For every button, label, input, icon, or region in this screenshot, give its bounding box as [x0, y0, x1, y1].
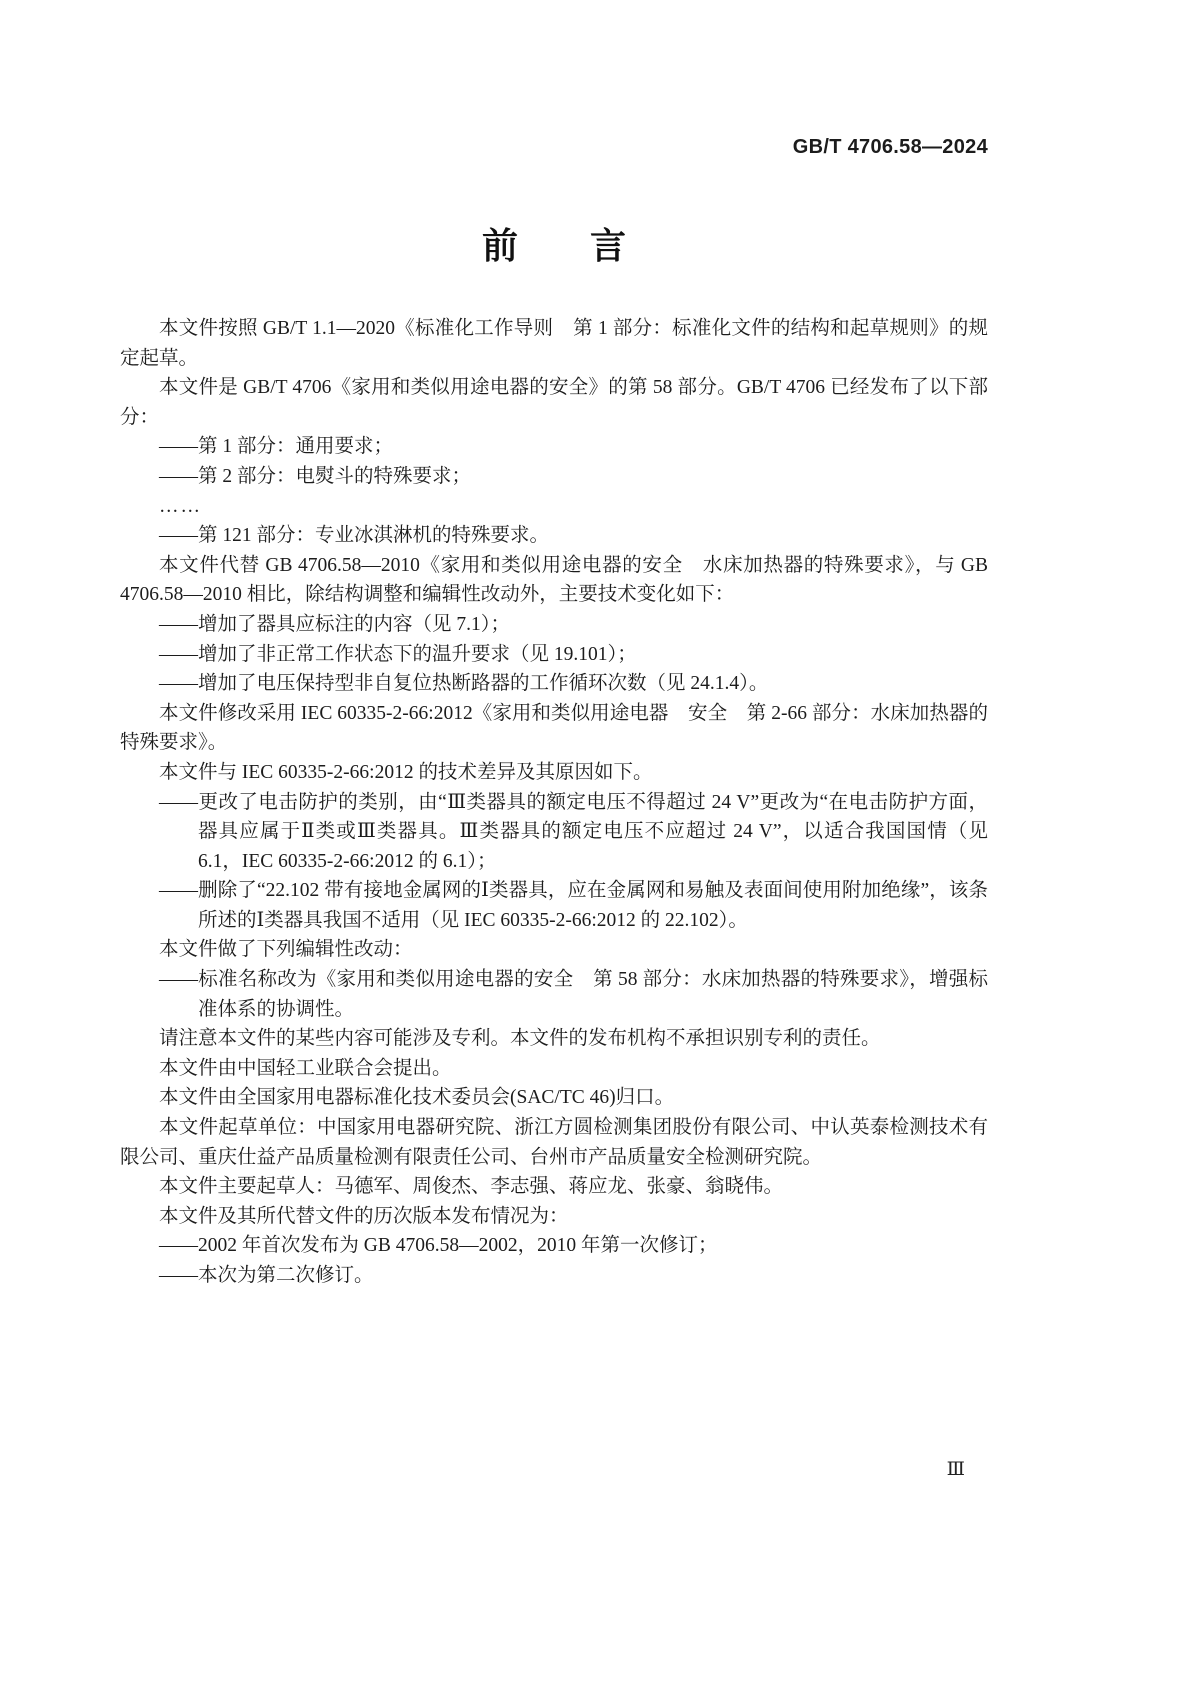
paragraph: 本文件做了下列编辑性改动：: [159, 939, 413, 961]
standard-code: GB/T 4706.58—2024: [792, 136, 988, 158]
paragraph: ——标准名称改为《家用和类似用途电器的安全 第 58 部分：水床加热器的特殊要求》，增强标准体系的协调性。: [159, 969, 988, 1020]
paragraph: ——增加了非正常工作状态下的温升要求（见 19.101）；: [159, 643, 637, 665]
paragraph: 本文件由全国家用电器标准化技术委员会(SAC/TC 46)归口。: [159, 1087, 675, 1109]
paragraph: 请注意本文件的某些内容可能涉及专利。本文件的发布机构不承担识别专利的责任。: [159, 1028, 881, 1050]
paragraph: ——第 121 部分：专业冰淇淋机的特殊要求。: [159, 525, 550, 547]
paragraph: ——更改了电击防护的类别，由“Ⅲ类器具的额定电压不得超过 24 V”更改为“在电击防护方面，器具应属于Ⅱ类或Ⅲ类器具。Ⅲ类器具的额定电压不应超过 24 V”，以适合我国国情（见 6.1，IEC 60335-2-66:2012 的 6.1）；: [159, 791, 988, 872]
paragraph: 本文件与 IEC 60335-2-66:2012 的技术差异及其原因如下。: [159, 761, 653, 783]
paragraph: ——2002 年首次发布为 GB 4706.58—2002，2010 年第一次修订；: [159, 1235, 718, 1257]
paragraph: ——删除了“22.102 带有接地金属网的Ⅰ类器具，应在金属网和易触及表面间使用附加绝缘”，该条所述的Ⅰ类器具我国不适用（见 IEC 60335-2-66:2012 的 22.102）。: [159, 880, 988, 931]
paragraph: ——本次为第二次修订。: [159, 1265, 374, 1286]
paragraph: ——增加了器具应标注的内容（见 7.1）；: [159, 613, 511, 635]
paragraph: ——增加了电压保持型非自复位热断路器的工作循环次数（见 24.1.4）。: [159, 673, 769, 695]
page-title: 前 言: [481, 225, 626, 266]
paragraph: ——第 2 部分：电熨斗的特殊要求；: [159, 465, 472, 487]
paragraph: ——第 1 部分：通用要求；: [159, 436, 394, 458]
paragraph: 本文件按照 GB/T 1.1—2020《标准化工作导则 第 1 部分：标准化文件的结构和起草规则》的规定起草。: [120, 318, 988, 369]
paragraph: 本文件代替 GB 4706.58—2010《家用和类似用途电器的安全 水床加热器的特殊要求》，与 GB 4706.58—2010 相比，除结构调整和编辑性改动外，主要技术变化如下：: [120, 554, 988, 606]
paragraph: 本文件主要起草人：马德军、周俊杰、李志强、蒋应龙、张豪、翁晓伟。: [159, 1176, 784, 1198]
document-body: [120, 314, 988, 1291]
paragraph: 本文件修改采用 IEC 60335-2-66:2012《家用和类似用途电器 安全 第 2-66 部分：水床加热器的特殊要求》。: [120, 702, 988, 754]
paragraph: 本文件起草单位：中国家用电器研究院、浙江方圆检测集团股份有限公司、中认英泰检测技术有限公司、重庆仕益产品质量检测有限责任公司、台州市产品质量安全检测研究院。: [120, 1117, 988, 1168]
paragraph: 本文件是 GB/T 4706《家用和类似用途电器的安全》的第 58 部分。GB/T 4706 已经发布了以下部分：: [120, 377, 988, 428]
page-number: Ⅲ: [946, 1459, 965, 1480]
paragraph: 本文件及其所代替文件的历次版本发布情况为：: [159, 1205, 569, 1227]
paragraph: ……: [159, 495, 202, 517]
paragraph: 本文件由中国轻工业联合会提出。: [159, 1057, 452, 1079]
